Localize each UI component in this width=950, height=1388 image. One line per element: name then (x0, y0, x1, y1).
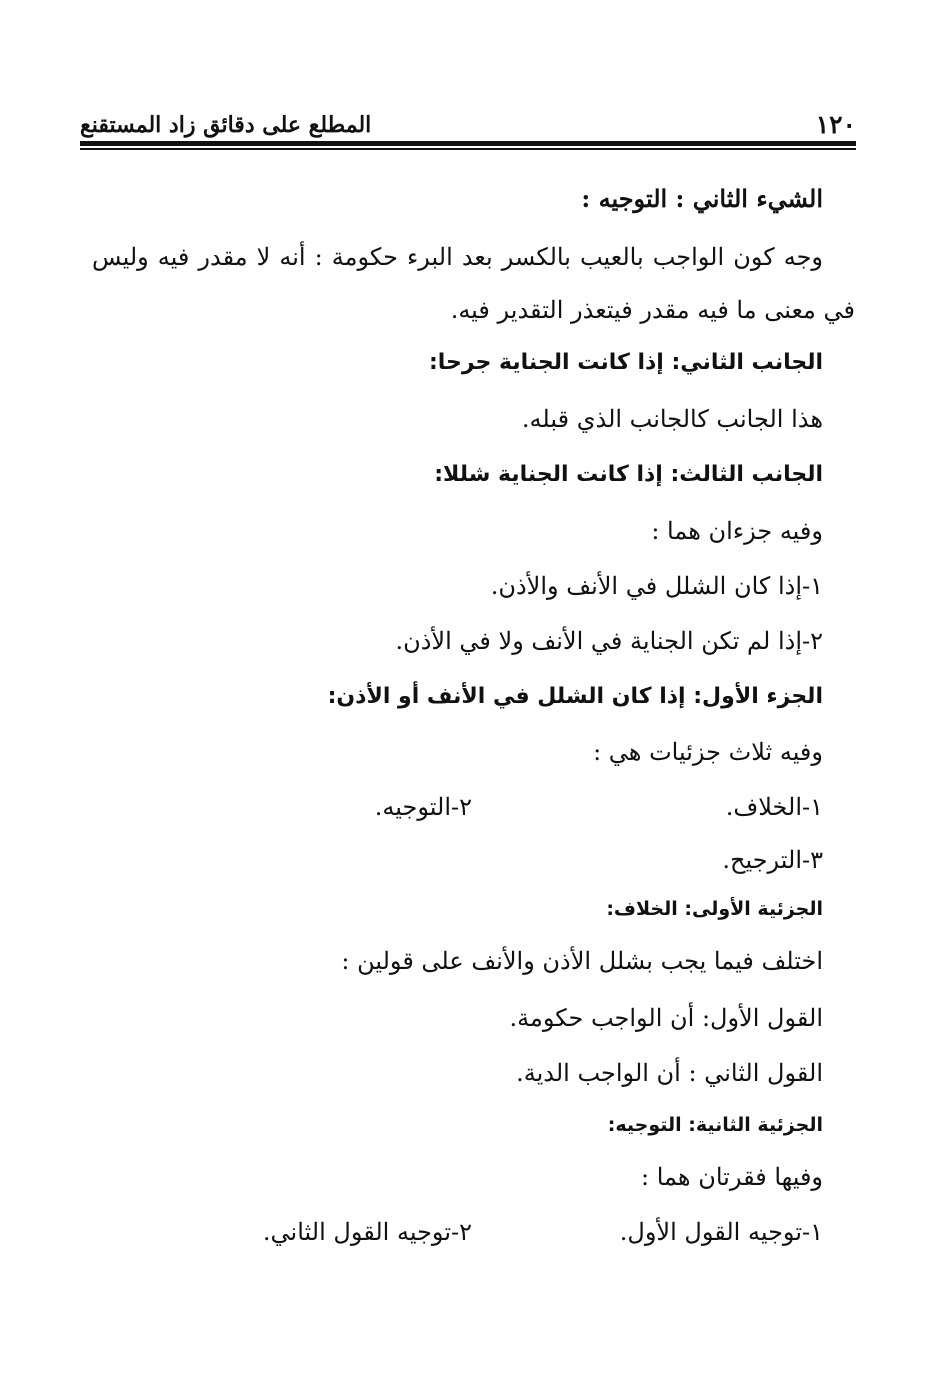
text-second-aspect: هذا الجانب كالجانب الذي قبله. (521, 405, 823, 433)
list-item-tawjih: ٢-التوجيه. (374, 793, 472, 821)
text-three-particulars: وفيه ثلاث جزئيات هي : (593, 738, 823, 766)
heading-second-particular: الجزئية الثانية: التوجيه: (607, 1114, 823, 1136)
opinion-2: القول الثاني : أن الواجب الدية. (516, 1059, 823, 1087)
heading-second-aspect: الجانب الثاني: إذا كانت الجناية جرحا: (428, 350, 823, 375)
section-title-tawjih: الشيء الثاني : التوجيه : (581, 184, 823, 213)
page-header (80, 108, 856, 142)
list-item-1: ١-إذا كان الشلل في الأنف والأذن. (490, 572, 823, 600)
text-two-paragraphs: وفيها فقرتان هما : (641, 1163, 823, 1191)
heading-first-part: الجزء الأول: إذا كان الشلل في الأنف أو الأذن: (327, 684, 823, 709)
heading-first-particular: الجزئية الأولى: الخلاف: (606, 898, 823, 920)
running-title: المطلع على دقائق زاد المستقنع (80, 112, 372, 138)
page-number: ١٢٠ (815, 110, 856, 139)
heading-third-aspect: الجانب الثالث: إذا كانت الجناية شللا: (434, 462, 823, 487)
list-item-tarjih: ٣-الترجيح. (722, 846, 823, 874)
list-item-tawjih-1: ١-توجيه القول الأول. (619, 1218, 823, 1246)
header-rule-thin (80, 148, 856, 150)
header-rule-thick (80, 141, 856, 146)
list-item-tawjih-2: ٢-توجيه القول الثاني. (262, 1218, 472, 1246)
text-two-parts: وفيه جزءان هما : (651, 517, 823, 545)
text-two-opinions: اختلف فيما يجب بشلل الأذن والأنف على قولين : (341, 947, 823, 975)
list-item-khilaf: ١-الخلاف. (725, 793, 823, 821)
paragraph-line-1: وجه كون الواجب بالعيب بالكسر بعد البرء حكومة : أنه لا مقدر فيه وليس (92, 243, 823, 271)
paragraph-line-2: في معنى ما فيه مقدر فيتعذر التقدير فيه. (450, 296, 855, 324)
list-item-2: ٢-إذا لم تكن الجناية في الأنف ولا في الأذن. (395, 627, 823, 655)
opinion-1: القول الأول: أن الواجب حكومة. (509, 1004, 823, 1032)
